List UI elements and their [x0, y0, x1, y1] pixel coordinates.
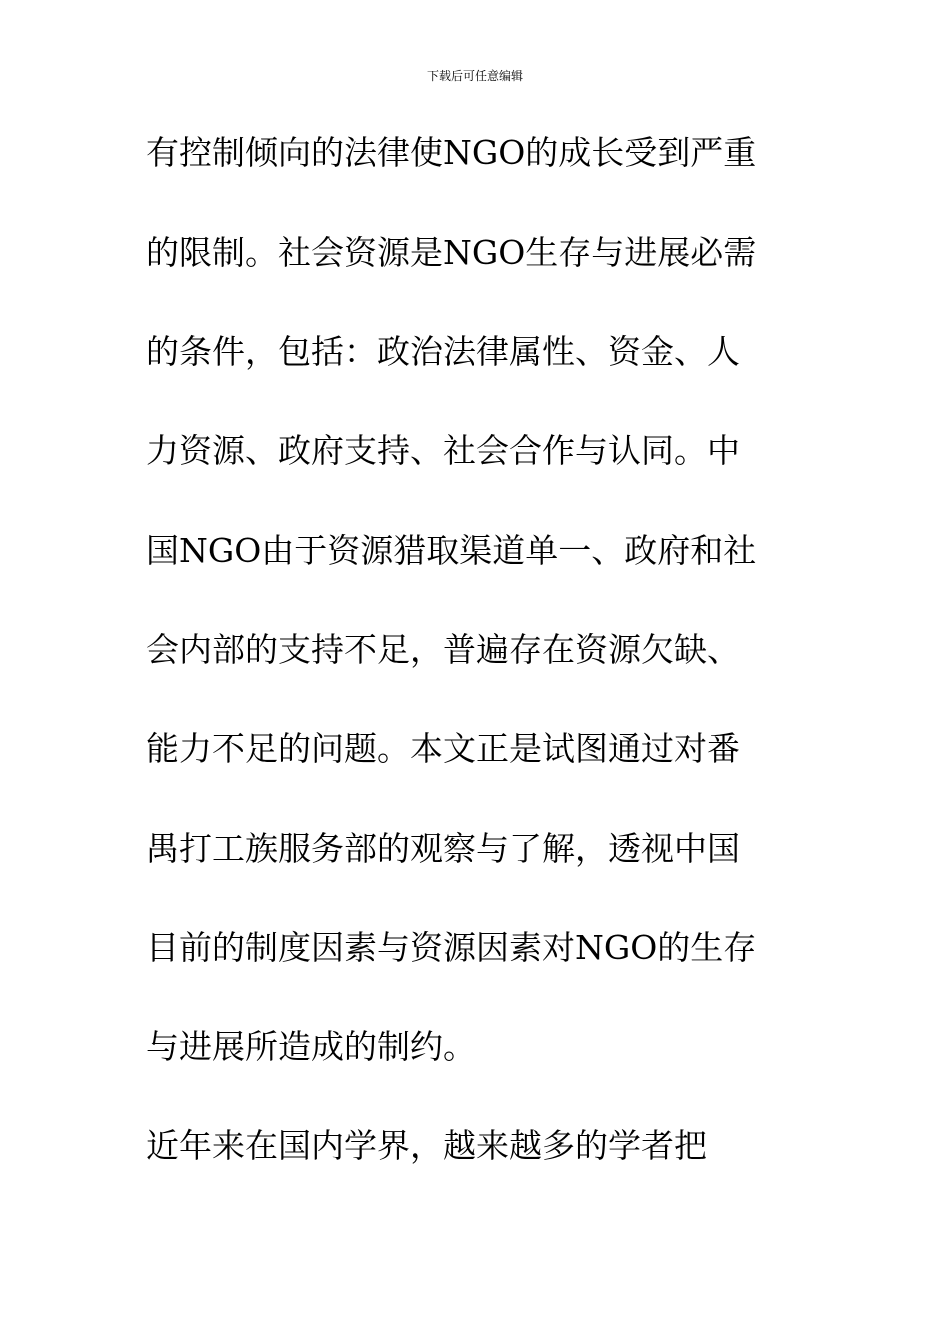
paragraph-1-line-2: 的限制。社会资源是NGO生存与进展必需 [146, 233, 757, 272]
paragraph-1-line-10: 与进展所造成的制约。 [146, 1027, 476, 1066]
paragraph-1-line-1: 有控制倾向的法律使NGO的成长受到严重 [146, 133, 757, 172]
paragraph-2-line-1: 近年来在国内学界，越来越多的学者把 [146, 1126, 707, 1165]
paragraph-1-line-4: 力资源、政府支持、社会合作与认同。中 [146, 431, 740, 470]
paragraph-1-line-7: 能力不足的问题。本文正是试图通过对番 [146, 729, 740, 768]
paragraph-1-line-8: 禺打工族服务部的观察与了解，透视中国 [146, 829, 740, 868]
paragraph-1-line-3: 的条件，包括：政治法律属性、资金、人 [146, 332, 740, 371]
paragraph-1-line-9: 目前的制度因素与资源因素对NGO的生存 [146, 928, 757, 967]
page-header: 下载后可任意编辑 [426, 69, 523, 83]
paragraph-1-line-5: 国NGO由于资源猎取渠道单一、政府和社 [146, 531, 757, 570]
paragraph-1-line-6: 会内部的支持不足，普遍存在资源欠缺、 [146, 630, 740, 669]
